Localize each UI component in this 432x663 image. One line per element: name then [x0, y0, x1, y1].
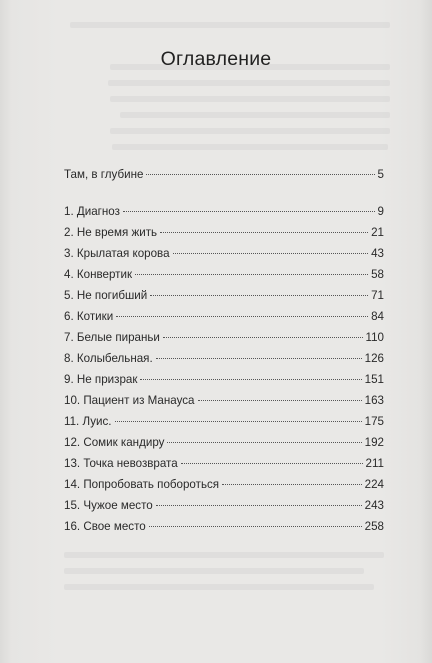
dot-leader: [149, 526, 362, 527]
toc-entry-label: 15. Чужое место: [64, 499, 153, 512]
toc-entry: [64, 413, 384, 431]
toc-entry: [64, 497, 384, 515]
bleed-through-text: [108, 80, 390, 86]
dot-leader: [163, 337, 363, 338]
bleed-through-text: [70, 22, 390, 28]
dot-leader: [116, 316, 368, 317]
toc-entry: [64, 371, 384, 389]
toc-entry-label: 3. Крылатая корова: [64, 247, 170, 260]
dot-leader: [222, 484, 362, 485]
toc-entry-label: 16. Свое место: [64, 520, 146, 533]
toc-entry-label: 4. Конвертик: [64, 268, 133, 281]
toc-entry-page: 163: [364, 394, 384, 407]
toc-entry-page: 211: [365, 457, 384, 470]
toc-entry-label: 14. Попробовать побороться: [64, 478, 220, 491]
toc-entry: [64, 392, 384, 410]
toc-entry-prologue: [64, 166, 384, 184]
toc-entry-page: 224: [364, 478, 384, 491]
toc-entry-page: 258: [364, 520, 384, 533]
toc-entry: [64, 245, 384, 263]
bleed-through-text: [120, 112, 390, 118]
dot-leader: [156, 358, 362, 359]
toc-entry-page: 43: [371, 247, 384, 260]
toc-entry: [64, 287, 384, 305]
toc-entry: [64, 350, 384, 368]
toc-entry: [64, 434, 384, 452]
dot-leader: [140, 379, 361, 380]
toc-entry-label: Там, в глубине: [64, 168, 144, 181]
toc-entry-page: 84: [371, 310, 384, 323]
bleed-through-text: [112, 144, 388, 150]
bleed-through-text: [64, 552, 384, 558]
toc-entry-page: 175: [364, 415, 384, 428]
toc-entry-page: 151: [364, 373, 384, 386]
toc-entry-label: 1. Диагноз: [64, 205, 120, 218]
toc-entry-label: 13. Точка невозврата: [64, 457, 178, 470]
toc-entry-page: 126: [364, 352, 384, 365]
dot-leader: [198, 400, 362, 401]
bleed-through-text: [64, 584, 374, 590]
dot-leader: [146, 174, 374, 175]
toc-entry: [64, 476, 384, 494]
toc-entry: [64, 203, 384, 221]
dot-leader: [181, 463, 363, 464]
dot-leader: [173, 253, 369, 254]
toc-entry-label: 6. Котики: [64, 310, 114, 323]
toc-entry-page: 243: [364, 499, 384, 512]
toc-entry: [64, 329, 384, 347]
toc-entry-label: 12. Сомик кандиру: [64, 436, 165, 449]
toc-entry-label: 11. Луис.: [64, 415, 112, 428]
dot-leader: [156, 505, 362, 506]
toc-entry-label: 9. Не призрак: [64, 373, 138, 386]
toc-entry: [64, 308, 384, 326]
toc-entry: [64, 455, 384, 473]
toc-entry-page: 5: [377, 168, 384, 181]
toc-entry-page: 110: [365, 331, 384, 344]
dot-leader: [160, 232, 368, 233]
toc-entry-page: 192: [364, 436, 384, 449]
dot-leader: [167, 442, 361, 443]
page-title: Оглавление: [160, 48, 272, 70]
toc-entry: [64, 518, 384, 536]
dot-leader: [150, 295, 368, 296]
toc-entry-page: 71: [371, 289, 384, 302]
toc-entry-label: 5. Не погибший: [64, 289, 148, 302]
bleed-through-text: [64, 568, 364, 574]
toc-entry-page: 58: [371, 268, 384, 281]
toc-entry-label: 7. Белые пираньи: [64, 331, 160, 344]
toc-entry-page: 21: [371, 226, 384, 239]
toc-entry-label: 10. Пациент из Манауса: [64, 394, 195, 407]
dot-leader: [115, 421, 362, 422]
toc-entry-label: 2. Не время жить: [64, 226, 158, 239]
toc-entry: [64, 266, 384, 284]
bleed-through-text: [110, 96, 390, 102]
toc-entry-page: 9: [377, 205, 384, 218]
dot-leader: [135, 274, 368, 275]
toc-entry: [64, 224, 384, 242]
bleed-through-text: [110, 128, 390, 134]
dot-leader: [123, 211, 375, 212]
toc-entry-label: 8. Колыбельная.: [64, 352, 153, 365]
